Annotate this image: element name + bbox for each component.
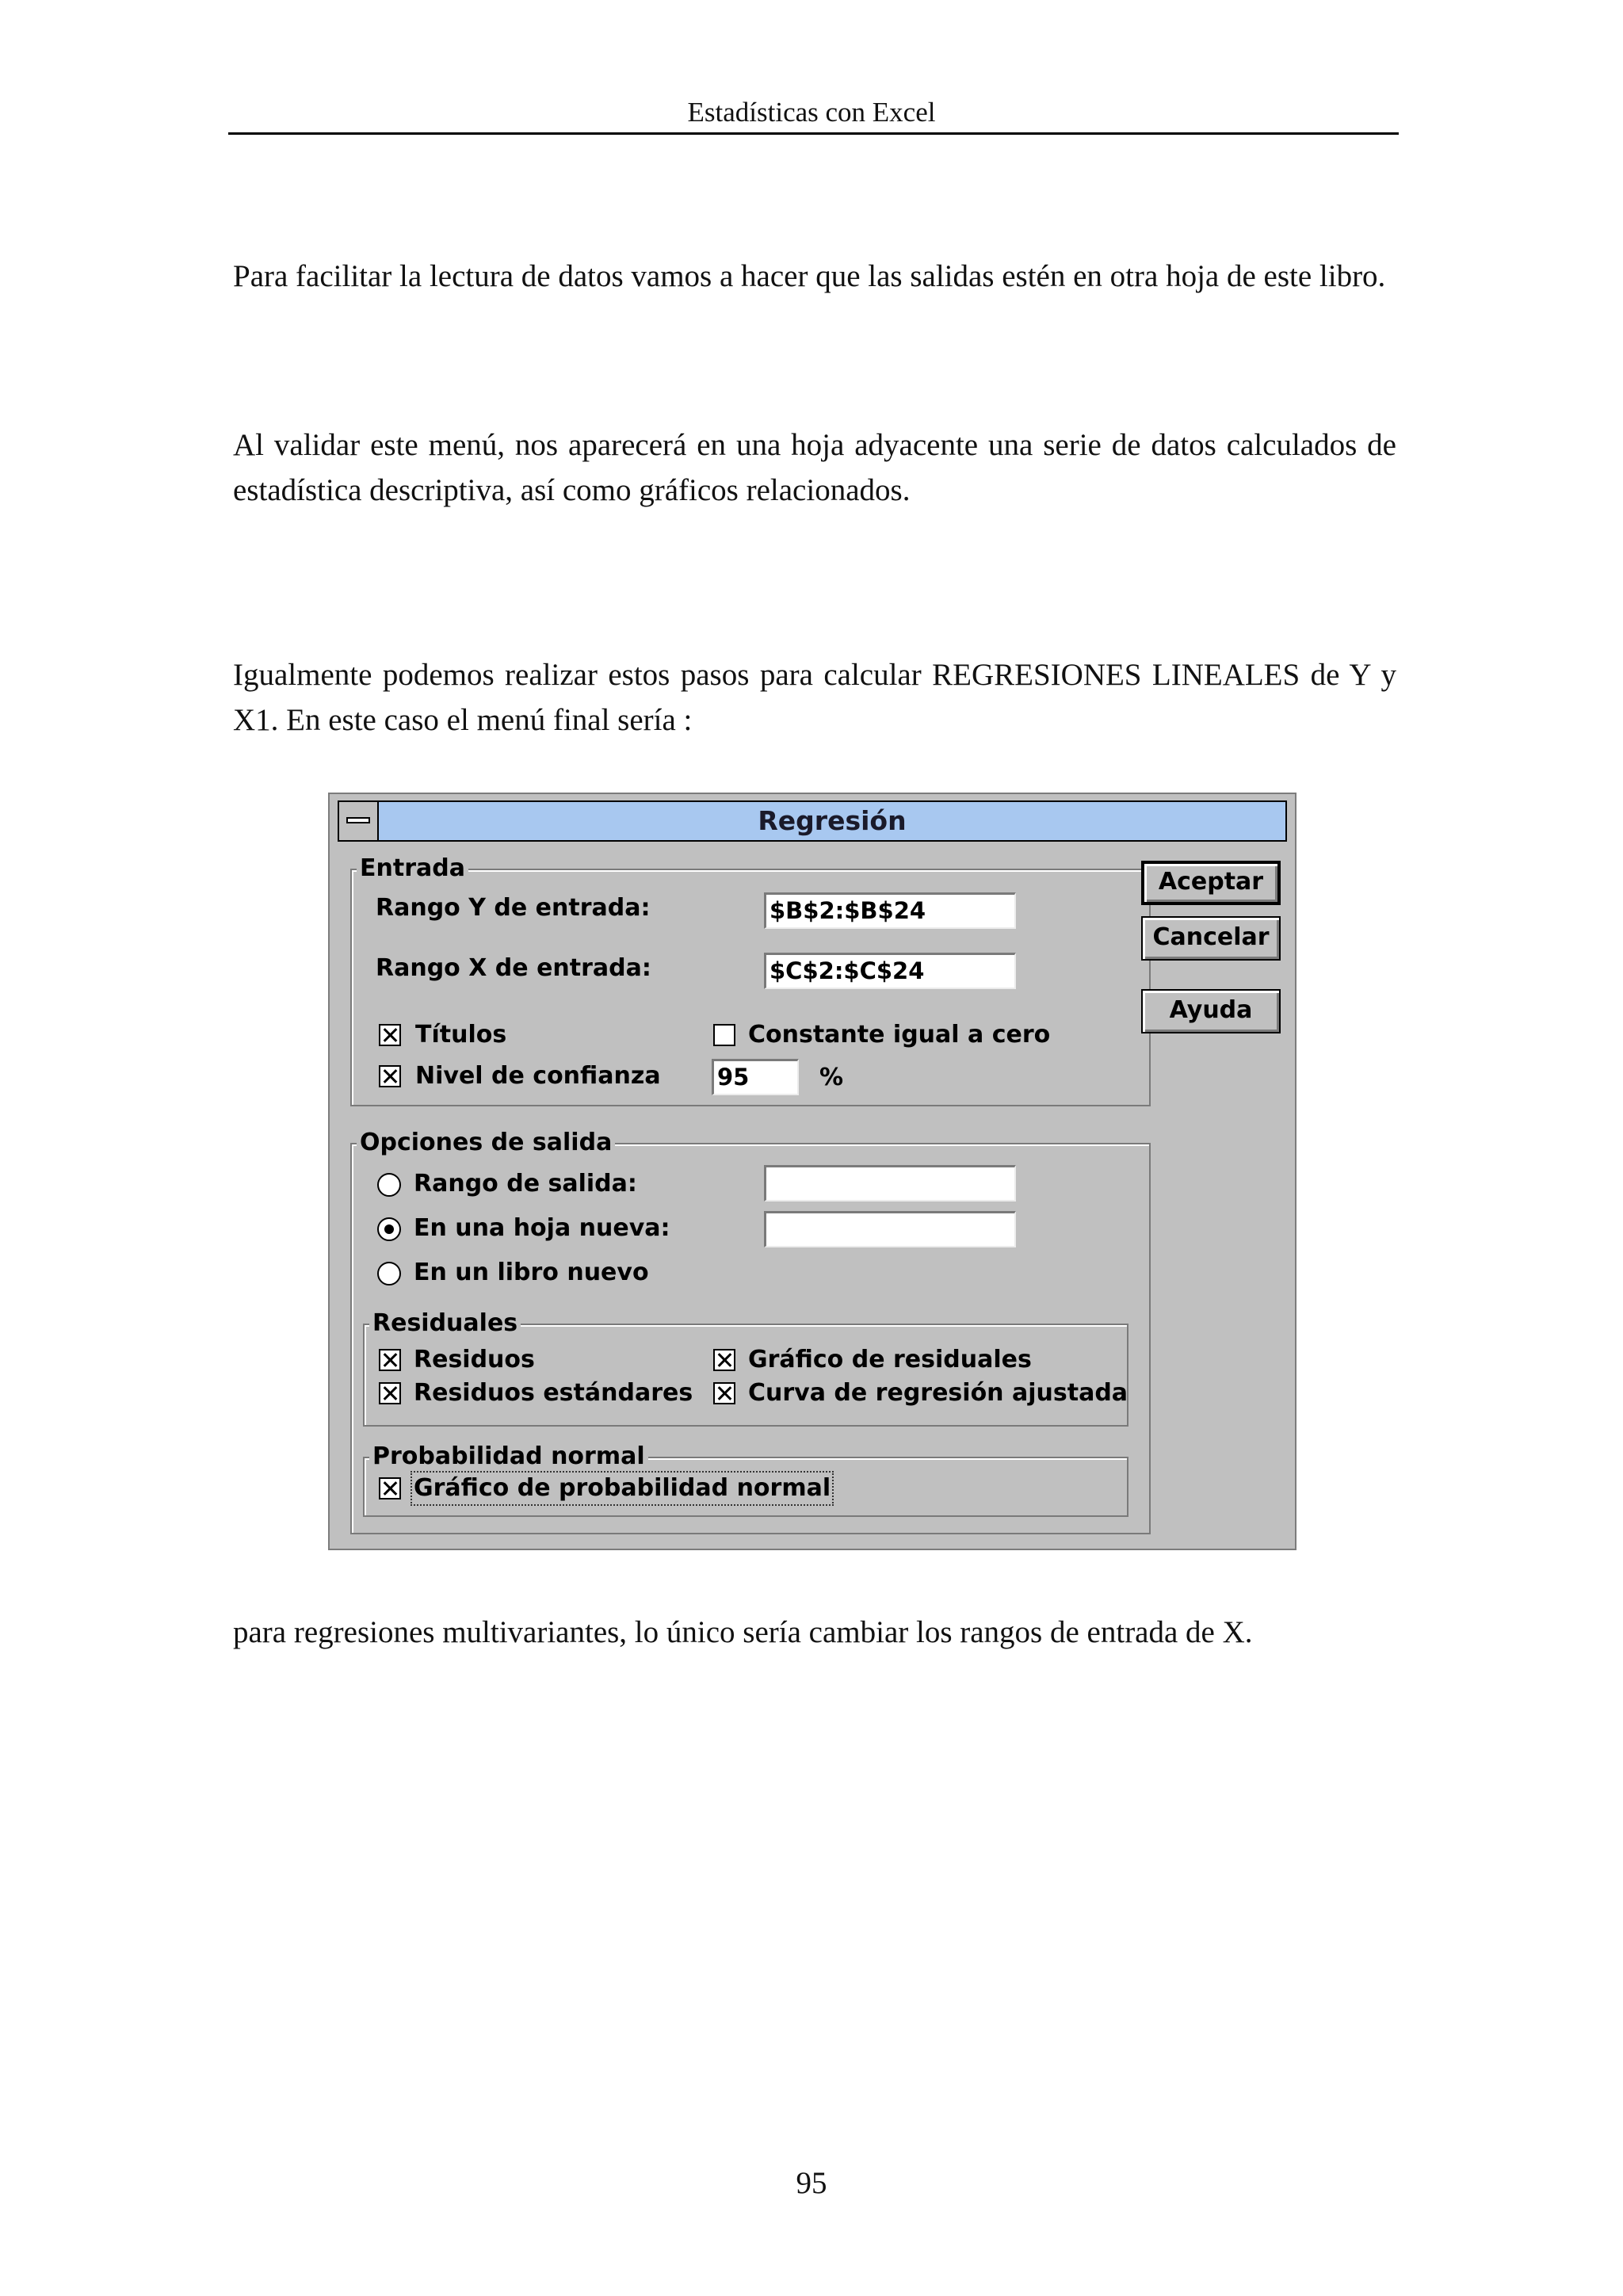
residuales-group-label: Residuales [369, 1310, 521, 1337]
curva-regresion-label[interactable]: Curva de regresión ajustada [748, 1379, 1128, 1407]
probabilidad-group-label: Probabilidad normal [369, 1443, 648, 1470]
nivel-confianza-label[interactable]: Nivel de confianza [415, 1062, 661, 1090]
nivel-confianza-checkbox[interactable] [379, 1065, 401, 1087]
hoja-nueva-input[interactable] [764, 1211, 1016, 1247]
residuos-label[interactable]: Residuos [414, 1346, 535, 1373]
ayuda-button[interactable]: Ayuda [1141, 989, 1281, 1033]
running-header: Estadísticas con Excel [687, 97, 936, 128]
rango-y-input[interactable]: $B$2:$B$24 [764, 892, 1016, 929]
rango-y-label: Rango Y de entrada: [376, 894, 651, 922]
entrada-group-label: Entrada [357, 855, 468, 882]
entrada-group [350, 854, 1151, 1106]
minus-icon [346, 817, 370, 823]
paragraph-4: para regresiones multivariantes, lo único sería cambiar los rangos de entrada de X. [233, 1615, 1253, 1649]
cancelar-button[interactable]: Cancelar [1141, 916, 1281, 961]
regression-dialog [328, 793, 1296, 1550]
hoja-nueva-radio[interactable] [377, 1217, 401, 1241]
titulos-label[interactable]: Títulos [415, 1021, 507, 1049]
page-number: 95 [796, 2166, 827, 2200]
curva-regresion-checkbox[interactable] [713, 1382, 735, 1404]
probabilidad-label[interactable]: Gráfico de probabilidad normal [414, 1474, 831, 1502]
residuos-estandares-label[interactable]: Residuos estándares [414, 1379, 693, 1407]
rango-salida-radio[interactable] [377, 1173, 401, 1197]
residuos-checkbox[interactable] [379, 1349, 401, 1371]
rango-x-input[interactable]: $C$2:$C$24 [764, 953, 1016, 989]
dialog-titlebar[interactable] [338, 800, 1287, 842]
aceptar-button[interactable]: Aceptar [1141, 861, 1281, 905]
system-menu-button[interactable] [339, 802, 379, 840]
rango-salida-input[interactable] [764, 1165, 1016, 1201]
grafico-residuales-checkbox[interactable] [713, 1349, 735, 1371]
probabilidad-checkbox[interactable] [379, 1477, 401, 1499]
libro-nuevo-label[interactable]: En un libro nuevo [414, 1259, 649, 1286]
header-rule [228, 132, 1399, 135]
percent-sign: % [819, 1064, 844, 1091]
grafico-residuales-label[interactable]: Gráfico de residuales [748, 1346, 1032, 1373]
residuos-estandares-checkbox[interactable] [379, 1382, 401, 1404]
constante-checkbox[interactable] [713, 1024, 735, 1046]
salida-group [350, 1129, 1151, 1534]
rango-salida-label[interactable]: Rango de salida: [414, 1170, 637, 1198]
paragraph-3: Igualmente podemos realizar estos pasos para calcular REGRESIONES LINEALES de Y y X1. En este caso el menú final sería : [233, 658, 1396, 737]
titulos-checkbox[interactable] [379, 1024, 401, 1046]
libro-nuevo-radio[interactable] [377, 1262, 401, 1286]
constante-label[interactable]: Constante igual a cero [748, 1021, 1051, 1049]
residuales-group [363, 1309, 1128, 1427]
paragraph-2: Al validar este menú, nos aparecerá en una hoja adyacente una serie de datos calculados de estadística descriptiva, así como gráficos relacionados. [233, 428, 1396, 507]
hoja-nueva-label[interactable]: En una hoja nueva: [414, 1214, 670, 1242]
nivel-confianza-input[interactable]: 95 [712, 1059, 799, 1095]
dialog-title: Regresión [758, 805, 907, 836]
rango-x-label: Rango X de entrada: [376, 954, 651, 982]
probabilidad-group [363, 1442, 1128, 1517]
salida-group-label: Opciones de salida [357, 1129, 615, 1156]
paragraph-1: Para facilitar la lectura de datos vamos a hacer que las salidas estén en otra hoja de este libro. [233, 259, 1386, 293]
